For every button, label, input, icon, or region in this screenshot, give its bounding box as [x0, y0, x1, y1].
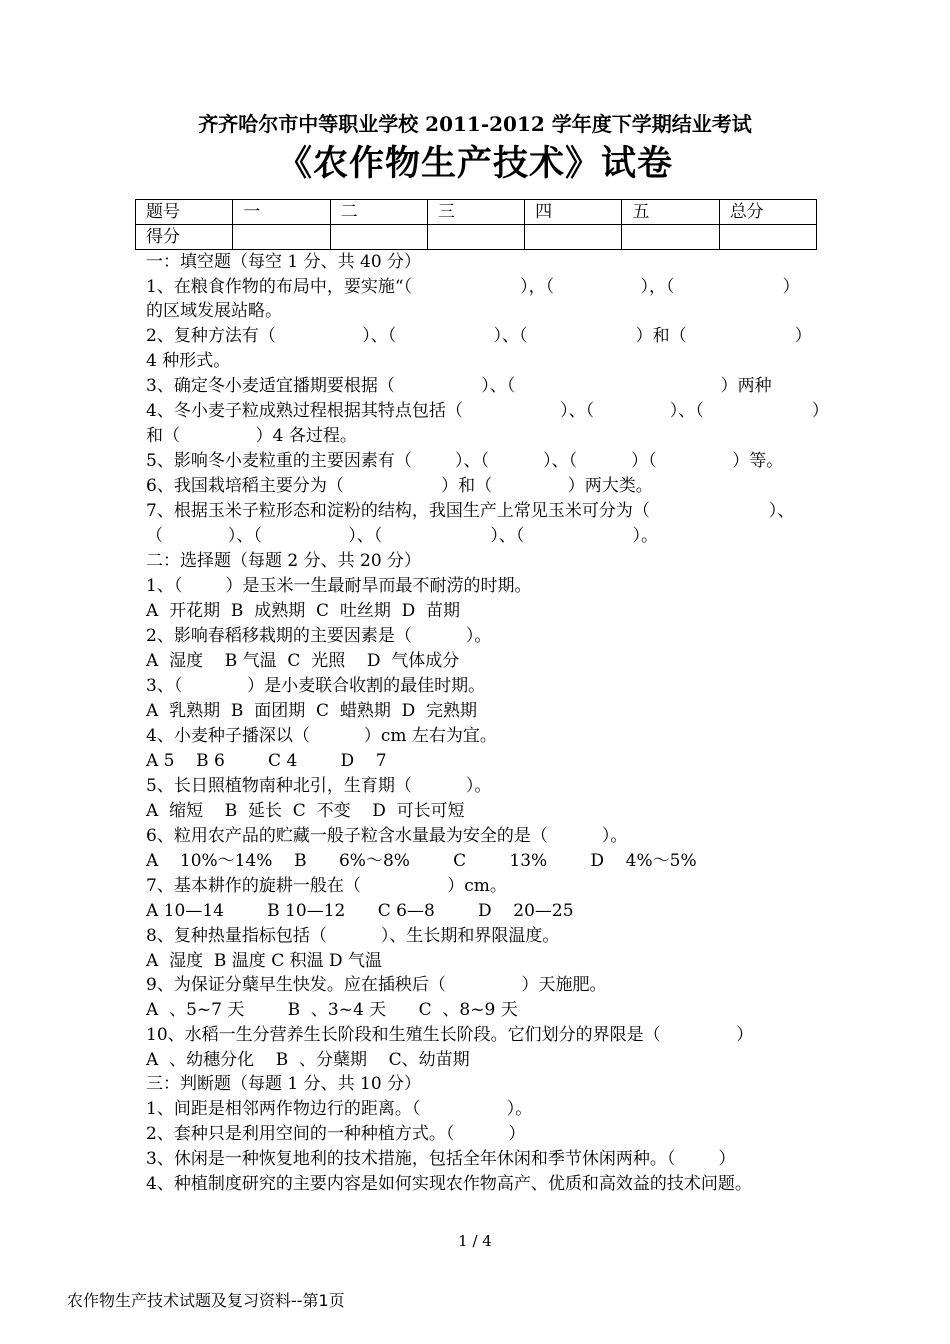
exam-header: 齐齐哈尔市中等职业学校 2011-2012 学年度下学期结业考试: [198, 112, 752, 136]
question-line: 6、粒用农产品的贮藏一般子粒含水量最为安全的是（ ）。: [146, 826, 628, 846]
question-line: 4、小麦种子播深以（ ）cm 左右为宜。: [146, 726, 497, 746]
option-line: A 缩短 B 延长 C 不变 D 可长可短: [146, 801, 465, 821]
question-line: 10、水稻一生分营养生长阶段和生殖生长阶段。它们划分的界限是（ ）: [146, 1025, 754, 1045]
question-line: 7、基本耕作的旋耕一般在（ ）cm。: [146, 876, 507, 896]
question-line: 2、影响春稻移栽期的主要因素是（ ）。: [146, 626, 492, 646]
score-cell-empty: [525, 225, 622, 250]
question-line: 4、种植制度研究的主要内容是如何实现农作物高产、优质和高效益的技术问题。: [146, 1174, 752, 1194]
option-line: A 湿度 B 气温 C 光照 D 气体成分: [146, 651, 460, 671]
page-number: 1 / 4: [458, 1232, 492, 1250]
score-cell-empty: [719, 225, 816, 250]
score-row-label: 得分: [136, 225, 233, 250]
score-table: [135, 199, 817, 250]
question-line: （ ）、（ ）、（ ）、（ ）。: [146, 526, 658, 546]
question-line: 5、长日照植物南种北引，生育期（ ）。: [146, 776, 492, 796]
option-line: A 10%～14% B 6%～8% C 13% D 4%～5%: [146, 851, 697, 871]
question-line: 9、为保证分蘖早生快发。应在插秧后（ ）天施肥。: [146, 975, 607, 995]
score-table-score-row: [136, 225, 817, 250]
question-line: 的区域发展站略。: [146, 301, 282, 321]
option-line: A 10—14 B 10—12 C 6—8 D 20—25: [146, 901, 574, 921]
score-cell-header: 一: [233, 200, 330, 225]
question-line: 7、根据玉米子粒形态和淀粉的结构，我国生产上常见玉米可分为（ ）、: [146, 501, 795, 521]
score-cell-header: 总分: [719, 200, 816, 225]
option-line: A 乳熟期 B 面团期 C 蜡熟期 D 完熟期: [146, 701, 478, 721]
question-line: 3、休闲是一种恢复地利的技术措施，包括全年休闲和季节休闲两种。（ ）: [146, 1149, 736, 1169]
score-cell-header: 二: [330, 200, 427, 225]
score-cell-header: 三: [427, 200, 524, 225]
section-title-judgement: 三：判断题（每题 1 分、共 10 分）: [146, 1074, 422, 1094]
footer-caption: 农作物生产技术试题及复习资料--第1页: [67, 1291, 345, 1310]
question-line: 6、我国栽培稻主要分为（ ）和（ ）两大类。: [146, 476, 653, 496]
option-line: A 5 B 6 C 4 D 7: [146, 751, 387, 771]
question-line: 2、套种只是利用空间的一种种植方式。（ ）: [146, 1124, 526, 1144]
score-table-header-row: [136, 200, 817, 225]
question-line: 5、影响冬小麦粒重的主要因素有（ ）、（ ）、（ ）（ ）等。: [146, 451, 784, 471]
question-line: 3、（ ）是小麦联合收割的最佳时期。: [146, 676, 486, 696]
question-line: 3、确定冬小麦适宜播期要根据（ ）、（ ）两种: [146, 376, 772, 396]
question-line: 1、间距是相邻两作物边行的距离。（ ）。: [146, 1099, 533, 1119]
question-line: 1、（ ）是玉米一生最耐旱而最不耐涝的时期。: [146, 576, 532, 596]
section-title-choice: 二：选择题（每题 2 分、共 20 分）: [146, 551, 422, 571]
score-cell-header: 五: [622, 200, 719, 225]
question-line: 4、冬小麦子粒成熟过程根据其特点包括（ ）、（ ）、（ ）: [146, 401, 829, 421]
question-line: 2、复种方法有（ ）、（ ）、（ ）和（ ）: [146, 326, 812, 346]
question-line: 1、在粮食作物的布局中，要实施“（ ），（ ），（ ）: [146, 277, 800, 297]
section-title-fill-in: 一：填空题（每空 1 分、共 40 分）: [146, 252, 422, 272]
option-line: A 湿度 B 温度 C 积温 D 气温: [146, 951, 383, 971]
score-cell-label: 题号: [136, 200, 233, 225]
option-line: A 、5~7 天 B 、3~4 天 C 、8~9 天: [146, 1000, 518, 1020]
score-cell-empty: [427, 225, 524, 250]
score-cell-header: 四: [525, 200, 622, 225]
question-line: 4 种形式。: [146, 351, 231, 371]
score-cell-empty: [330, 225, 427, 250]
question-line: 8、复种热量指标包括（ ）、生长期和界限温度。: [146, 926, 560, 946]
option-line: A 开花期 B 成熟期 C 吐丝期 D 苗期: [146, 601, 461, 621]
score-cell-empty: [622, 225, 719, 250]
question-line: 和（ ）4 各过程。: [146, 426, 357, 446]
exam-title: 《农作物生产技术》试卷: [276, 143, 673, 184]
option-line: A 、幼穗分化 B 、分蘖期 C、幼苗期: [146, 1050, 470, 1070]
score-cell-empty: [233, 225, 330, 250]
